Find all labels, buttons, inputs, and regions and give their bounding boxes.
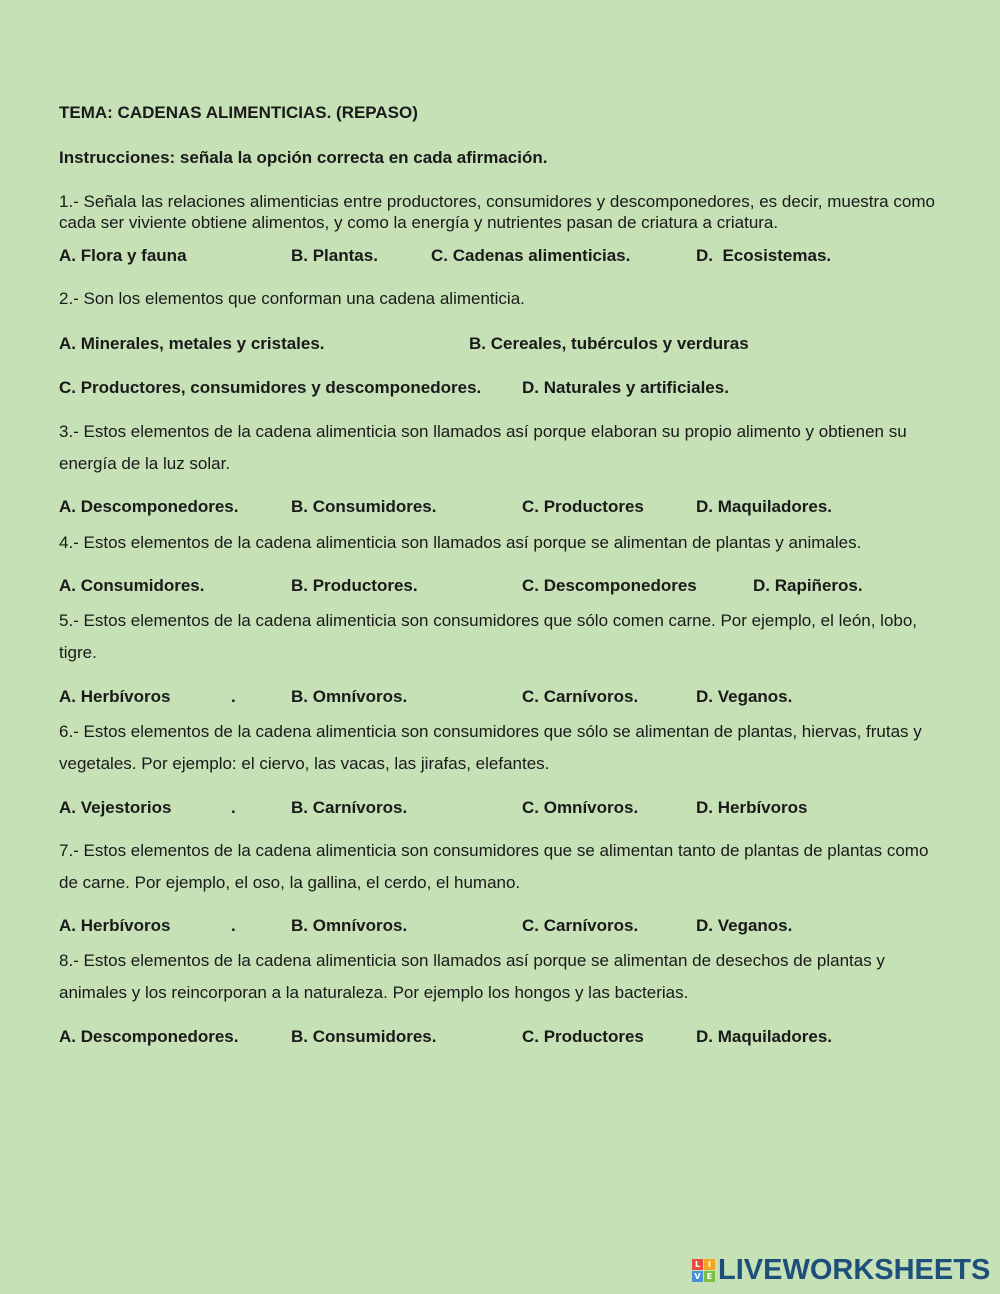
q7-option-a[interactable]: A. Herbívoros bbox=[59, 916, 171, 935]
page-title: TEMA: CADENAS ALIMENTICIAS. (REPASO) bbox=[59, 103, 418, 122]
question-5-text: 5.- Estos elementos de la cadena alimenticia son consumidores que sólo comen carne. Por ejemplo, el león, lobo, tigre. bbox=[59, 611, 918, 662]
q2-option-c[interactable]: C. Productores, consumidores y descomponedores. bbox=[59, 378, 482, 397]
q6-option-b[interactable]: B. Carnívoros. bbox=[291, 798, 408, 817]
q3-option-a[interactable]: A. Descomponedores. bbox=[59, 497, 239, 516]
q7-option-c[interactable]: C. Carnívoros. bbox=[522, 916, 639, 935]
q3-option-b[interactable]: B. Consumidores. bbox=[291, 497, 437, 516]
q4-option-a[interactable]: A. Consumidores. bbox=[59, 576, 205, 595]
q5-separator: . bbox=[231, 687, 236, 706]
q1-option-a[interactable]: A. Flora y fauna bbox=[59, 246, 187, 265]
q8-option-a[interactable]: A. Descomponedores. bbox=[59, 1027, 239, 1046]
instructions: Instrucciones: señala la opción correcta en cada afirmación. bbox=[59, 148, 548, 167]
question-2-text: 2.- Son los elementos que conforman una cadena alimenticia. bbox=[59, 289, 525, 308]
q6-option-a[interactable]: A. Vejestorios bbox=[59, 798, 172, 817]
q7-separator: . bbox=[231, 916, 236, 935]
logo-blocks-icon bbox=[692, 1259, 715, 1282]
logo-block-l: L bbox=[692, 1259, 703, 1270]
q8-option-b[interactable]: B. Consumidores. bbox=[291, 1027, 437, 1046]
question-8-text: 8.- Estos elementos de la cadena alimenticia son llamados así porque se alimentan de desechos de plantas y animales y los reincorporan a la naturaleza. Por ejemplo los hongos y las bacterias. bbox=[59, 951, 885, 1002]
q6-option-d[interactable]: D. Herbívoros bbox=[696, 798, 808, 817]
question-6-text: 6.- Estos elementos de la cadena alimenticia son consumidores que sólo se alimentan de plantas, hiervas, frutas y vegetales. Por ejemplo: el ciervo, las vacas, las jirafas, elefantes. bbox=[59, 722, 922, 773]
q2-option-b[interactable]: B. Cereales, tubérculos y verduras bbox=[469, 334, 749, 353]
q7-option-b[interactable]: B. Omnívoros. bbox=[291, 916, 408, 935]
q8-option-c[interactable]: C. Productores bbox=[522, 1027, 644, 1046]
q4-option-b[interactable]: B. Productores. bbox=[291, 576, 418, 595]
q4-option-c[interactable]: C. Descomponedores bbox=[522, 576, 697, 595]
question-4-text: 4.- Estos elementos de la cadena alimenticia son llamados así porque se alimentan de plantas y animales. bbox=[59, 533, 862, 552]
q1-option-d[interactable]: D. Ecosistemas. bbox=[696, 246, 832, 265]
question-7-text: 7.- Estos elementos de la cadena alimenticia son consumidores que se alimentan tanto de plantas de plantas como de carne. Por ejemplo, el oso, la gallina, el cerdo, el humano. bbox=[59, 841, 929, 892]
q2-option-d[interactable]: D. Naturales y artificiales. bbox=[522, 378, 729, 397]
question-3-text: 3.- Estos elementos de la cadena alimenticia son llamados así porque elaboran su propio alimento y obtienen su energía de la luz solar. bbox=[59, 422, 907, 473]
q4-option-d[interactable]: D. Rapiñeros. bbox=[753, 576, 863, 595]
q5-option-d[interactable]: D. Veganos. bbox=[696, 687, 793, 706]
q3-option-c[interactable]: C. Productores bbox=[522, 497, 644, 516]
q5-option-c[interactable]: C. Carnívoros. bbox=[522, 687, 639, 706]
logo-block-i: I bbox=[704, 1259, 715, 1270]
q1-option-b[interactable]: B. Plantas. bbox=[291, 246, 378, 265]
q1-option-c[interactable]: C. Cadenas alimenticias. bbox=[431, 246, 631, 265]
q6-option-c[interactable]: C. Omnívoros. bbox=[522, 798, 639, 817]
logo-block-e: E bbox=[704, 1271, 715, 1282]
q8-option-d[interactable]: D. Maquiladores. bbox=[696, 1027, 833, 1046]
q3-option-d[interactable]: D. Maquiladores. bbox=[696, 497, 833, 516]
question-1-text: 1.- Señala las relaciones alimenticias entre productores, consumidores y descomponedores, es decir, muestra como cada ser viviente obtiene alimentos, y como la energía y nutrientes pasan de criatura a criatura. bbox=[59, 192, 935, 232]
q5-option-a[interactable]: A. Herbívoros bbox=[59, 687, 171, 706]
q7-option-d[interactable]: D. Veganos. bbox=[696, 916, 793, 935]
liveworksheets-logo bbox=[692, 1254, 990, 1286]
q2-option-a[interactable]: A. Minerales, metales y cristales. bbox=[59, 334, 325, 353]
logo-block-v: V bbox=[692, 1271, 703, 1282]
q5-option-b[interactable]: B. Omnívoros. bbox=[291, 687, 408, 706]
logo-text: LIVEWORKSHEETS bbox=[718, 1253, 991, 1286]
q6-separator: . bbox=[231, 798, 236, 817]
